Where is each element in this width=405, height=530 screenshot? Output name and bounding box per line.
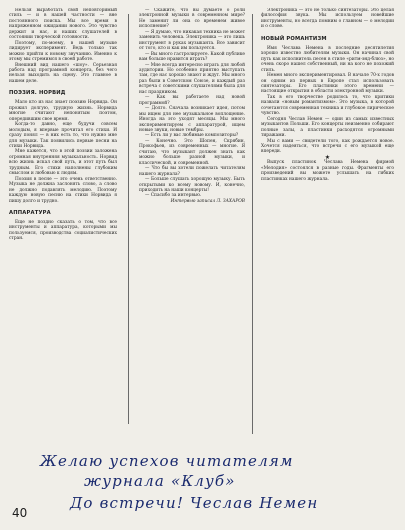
paragraph: Сегодня Чеслав Немен — один из самых известных музыкантов Польши. Его концерты неизменно собирают полные залы, а пластинки расходятся огромными тиражами. — [261, 116, 394, 139]
handwritten-signature-line: До встречи! Чеслав Немен — [70, 494, 319, 512]
column-divider — [252, 14, 253, 434]
interview-credit: Интервью записал Л. ЗАХАРОВ — [170, 198, 245, 204]
interview-paragraph: — Долго. Сначала возникает идея, потом мы ищем для нее музыкальное воплощение. Иногда на это уходят месяцы. Мы много экспериментируем с аппаратурой, ищем новые звуки, новые тембры. — [139, 106, 245, 133]
paragraph: Когда-то давно, еще будучи совсем молодым, я впервые прочитал его стихи. И сразу понял — в них есть то, что нужно мне для музыки. Так появились первые песни на стихи Норвида. — [9, 122, 117, 149]
interview-paragraph: — Как вы работаете над новой программой? — [139, 95, 245, 106]
column-3 — [261, 8, 394, 448]
paragraph: Немен много экспериментировал. В начале 70-х годов он одним из первых в Европе стал использовать синтезаторы. Его пластинки этого времени — настоящие открытия в области электронной музыки. — [261, 73, 394, 95]
star-separator: ★ — [324, 153, 331, 161]
paragraph: Еще не поздно сказать о том, что все инструменты и аппаратура, которыми мы пользуемся, производства социалистических стран. — [9, 219, 117, 242]
paragraph: Выпуск пластинок Чеслава Немена фирмой «Мелодия» состоялся в разные годы. Фрагменты его произведений вы можете услышать на гибких пластинках нашего журнала. — [261, 160, 394, 182]
interview-paragraph: — Я думаю, что никакая техника не может заменить человека. Электроника — это лишь инструмент в руках музыканта. Все зависит от того, кто и как им пользуется. — [139, 29, 245, 52]
interview-paragraph: — Что бы вы хотели пожелать читателям нашего журнала? — [139, 166, 245, 177]
column-divider — [128, 14, 129, 424]
page-number: 40 — [12, 506, 28, 520]
section-heading-romanticism: НОВЫЙ РОМАНТИЗМ — [261, 35, 327, 42]
paragraph: Мне кажется, что в этой поэзии заложена огромная внутренняя музыкальность. Норвид всю жизнь искал свой путь, и этот путь был трудным. Его стихи наполнены глубоким смыслом и любовью к людям. — [9, 149, 117, 177]
handwritten-dedication-line-1: Желаю успехов читателям — [40, 452, 294, 470]
handwritten-dedication-line-2: журнала «Клуб» — [84, 472, 236, 490]
column-2 — [139, 8, 245, 436]
paragraph: Электроника — это не только синтезаторы. Это целая философия звука. Мы используем новейшие инструменты, но всегда помним о главном — о мелодии и о слове. — [261, 8, 394, 30]
paragraph: Мало кто из нас знает поэзию Норвида. Он прожил долгую, трудную жизнь. Норвида многие считают непонятым поэтом, опередившим свое время. — [9, 100, 117, 122]
paragraph: Имя Чеслава Немена в последние десятилетия хорошо известно любителям музыки. Он начинал свой путь как исполнитель песен в стиле «ритм-энд-блюз», но очень скоро нашел собственный, ни на кого не похожий стиль. — [261, 45, 394, 73]
paragraph: Нельзя выработать свой неповторимый стиль — и в нашей частности — вне постоянного поиска. Мы все время в напряженном ожидании нового. Это чувство держит и нас, и наших слушателей в состоянии творческой готовности. — [9, 8, 117, 41]
interview-paragraph: — Конечно. Это Шопен, Скрябин, Прокофьев, из современных — многие. Я считаю, что музыкант должен знать как можно больше разной музыки, и классической, и современной. — [139, 138, 245, 166]
paragraph: Поэтому, по-моему, в нашей музыке лидирует эксперимент. Ведь только так можно прийти к новому звучанию. Именно к этому мы стремимся в своей работе. — [9, 40, 117, 63]
paragraph: Мы с вами — свидетели того, как рождается новое. Хочется надеяться, что встречи с его музыкой еще впереди. — [261, 138, 394, 155]
interview-paragraph: — Мне всегда интересно играть для любой аудитории. Но особенно приятно выступать там, где нас хорошо знают и ждут. Мы много раз были в Советском Союзе, и каждый раз встреча с советскими слушателями была для нас праздником. — [139, 62, 245, 95]
paragraph: Так в его творчестве родилось то, что критики назвали «новым романтизмом». Это музыка, в которой сочетаются современная техника и глубокое лирическое чувство. — [261, 94, 394, 117]
section-heading-poetry: ПОЭЗИЯ. НОРВИД — [9, 90, 66, 97]
interview-paragraph: — Вы много гастролируете. Какой публике вам больше нравится играть? — [139, 51, 245, 63]
column-1 — [9, 8, 117, 438]
interview-paragraph: — Спасибо за интервью. — [145, 193, 202, 199]
paragraph: Внешний вид нашего «шоу». Серьезная работа над программой концерта, без чего нельзя выходить на сцену. Это главное в нашем деле. — [9, 62, 117, 84]
paragraph: Поэзия в песне — это очень ответственно. Музыка не должна заслонять слово, а слово не должно подавлять мелодию. Поэтому каждую новую песню на стихи Норвида я пишу долго и трудно. — [9, 176, 117, 204]
interview-paragraph: — Скажите, что вы думаете о роли электронной музыки в современном мире? Не заменит ли она со временем живое исполнение? — [139, 8, 245, 30]
interview-paragraph: — Больше слушать хорошую музыку. Быть открытыми ко всему новому. И, конечно, приходить на наши концерты! — [139, 177, 245, 193]
section-heading-equipment: АППАРАТУРА — [9, 209, 51, 216]
interview-paragraph: — Есть ли у вас любимые композиторы? — [145, 133, 239, 139]
